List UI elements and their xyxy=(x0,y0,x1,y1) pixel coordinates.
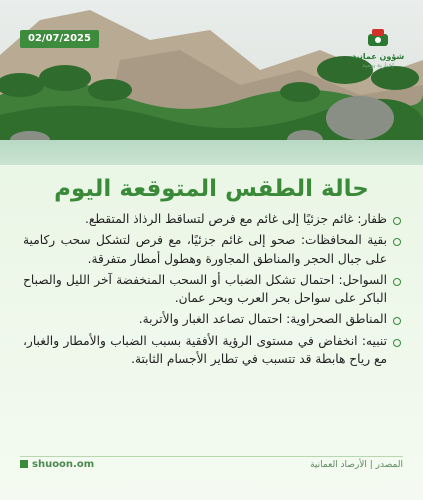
website-text: shuoon.om xyxy=(32,459,95,470)
forecast-item-desert: المناطق الصحراوية: احتمال تصاعد الغبار والأتربة. xyxy=(23,310,401,328)
forecast-item-dhofar: ظفار: غائم جزئيًا إلى غائم مع فرص لتساقط الرذاذ المتقطع. xyxy=(23,210,401,228)
forecast-item-warning: تنبيه: انخفاض في مستوى الرؤية الأفقية بسبب الضباب والأمطار والغبار، مع رياح هابطة قد تتسبب في تطاير الأجسام الثابتة. xyxy=(23,332,401,369)
page-title: حالة الطقس المتوقعة اليوم xyxy=(54,176,369,202)
brand-logo xyxy=(347,28,409,70)
date-badge: 02/07/2025 xyxy=(20,30,99,48)
website-link[interactable] xyxy=(20,459,94,471)
logo-icon xyxy=(366,28,390,48)
forecast-list xyxy=(23,210,401,371)
forecast-item-other-governorates: بقية المحافظات: صحو إلى غائم جزئيًا، مع فرص لتشكل سحب ركامية على جبال الحجر والمناطق المجاورة وهطول أمطار متفرقة. xyxy=(23,231,401,268)
forecast-item-coasts: السواحل: احتمال تشكل الضباب أو السحب المنخفضة آخر الليل والصباح الباكر على سواحل بحر العرب وبحر عمان. xyxy=(23,271,401,308)
square-icon xyxy=(20,460,28,468)
footer-divider xyxy=(20,456,403,457)
logo-tagline: إخبارية يومية xyxy=(362,62,394,69)
logo-name: شؤون عمانية xyxy=(351,52,405,61)
source-credit: المصدر | الأرصاد العمانية xyxy=(310,460,403,470)
